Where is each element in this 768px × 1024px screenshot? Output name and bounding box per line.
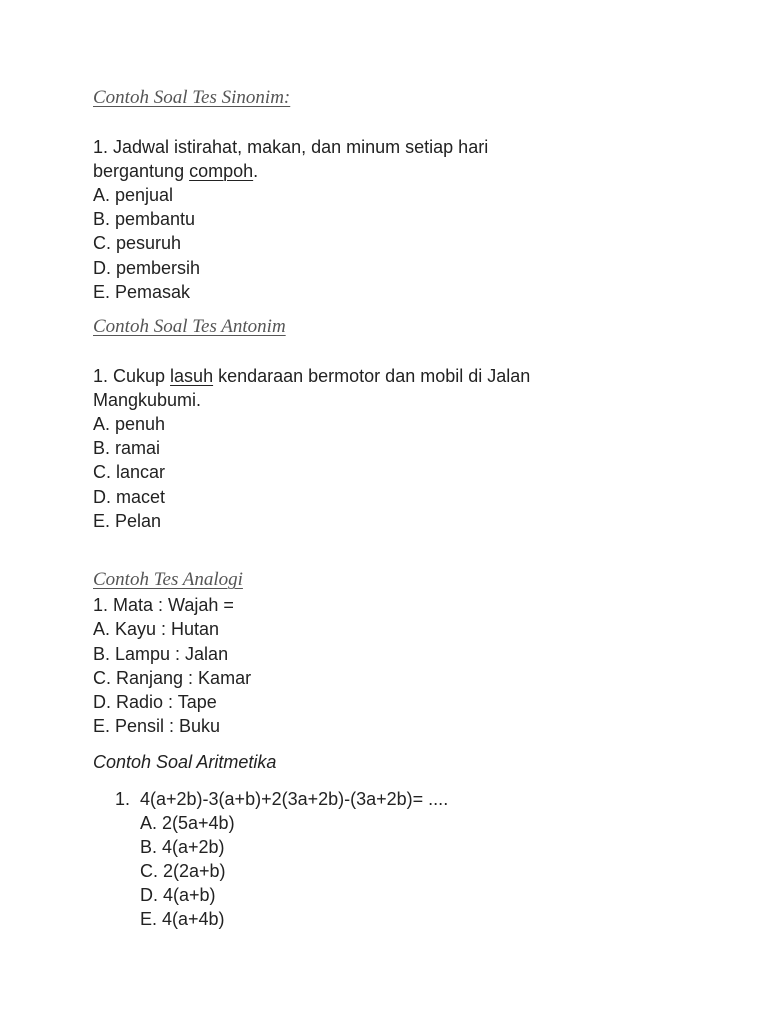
analogi-option-c: C. Ranjang : Kamar (93, 668, 252, 688)
antonim-option-e: E. Pelan (93, 511, 162, 531)
sinonim-option-e: E. Pemasak (93, 282, 191, 302)
analogi-option-a: A. Kayu : Hutan (93, 619, 220, 639)
analogi-heading: Contoh Tes Analogi (93, 569, 243, 590)
analogi-option-b: B. Lampu : Jalan (93, 644, 229, 664)
sinonim-option-d: D. pembersih (93, 258, 201, 278)
aritmetika-option-a: A. 2(5a+4b) (140, 813, 235, 833)
antonim-option-d: D. macet (93, 487, 166, 507)
sinonim-question-line2 (93, 159, 258, 183)
sinonim-target-word: compoh (189, 161, 254, 181)
sinonim-question-text: bergantung (93, 161, 190, 181)
sinonim-option-c: C. pesuruh (93, 233, 182, 253)
sinonim-question-end: . (253, 161, 259, 181)
analogi-option-d: D. Radio : Tape (93, 692, 217, 712)
antonim-option-a: A. penuh (93, 414, 166, 434)
antonim-option-c: C. lancar (93, 462, 166, 482)
aritmetika-option-e: E. 4(a+4b) (140, 909, 225, 929)
sinonim-option-b: B. pembantu (93, 209, 196, 229)
antonim-question-line1 (93, 364, 530, 388)
aritmetika-option-c: C. 2(2a+b) (140, 861, 226, 881)
aritmetika-question-number: 1. (115, 789, 131, 809)
sinonim-option-a: A. penjual (93, 185, 174, 205)
antonim-question-line2: Mangkubumi. (93, 390, 202, 410)
aritmetika-question: 4(a+2b)-3(a+b)+2(3a+2b)-(3a+2b)= .... (140, 789, 449, 809)
sinonim-heading: Contoh Soal Tes Sinonim: (93, 87, 291, 108)
aritmetika-option-d: D. 4(a+b) (140, 885, 216, 905)
sinonim-question-line1: 1. Jadwal istirahat, makan, dan minum setiap hari (93, 137, 489, 157)
antonim-target-word: lasuh (170, 366, 214, 386)
antonim-question-text: 1. Cukup (93, 366, 171, 386)
analogi-option-e: E. Pensil : Buku (93, 716, 221, 736)
aritmetika-option-b: B. 4(a+2b) (140, 837, 225, 857)
antonim-question-rest: kendaraan bermotor dan mobil di Jalan (213, 366, 531, 386)
antonim-option-b: B. ramai (93, 438, 161, 458)
antonim-heading: Contoh Soal Tes Antonim (93, 316, 286, 337)
aritmetika-heading: Contoh Soal Aritmetika (93, 752, 277, 772)
analogi-question: 1. Mata : Wajah = (93, 595, 234, 615)
